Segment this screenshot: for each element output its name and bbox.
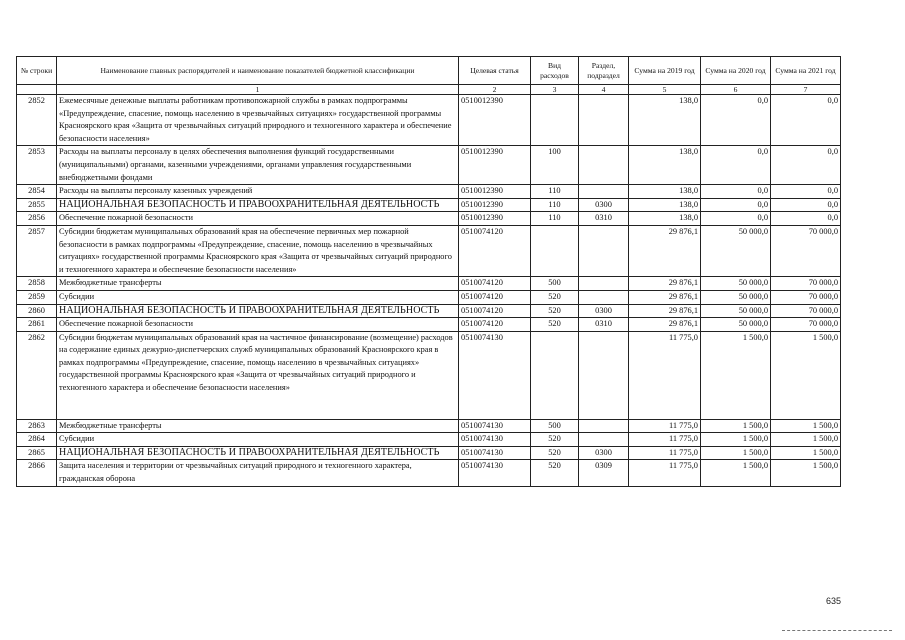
target-article: 0510012390	[459, 185, 531, 199]
sum-2020: 50 000,0	[701, 277, 771, 291]
sum-2021: 0,0	[771, 95, 841, 146]
table-row	[17, 185, 841, 199]
sum-2020: 50 000,0	[701, 304, 771, 318]
section-code	[579, 146, 629, 185]
row-name: НАЦИОНАЛЬНАЯ БЕЗОПАСНОСТЬ И ПРАВООХРАНИТЕЛЬНАЯ ДЕЯТЕЛЬНОСТЬ	[57, 304, 459, 318]
expense-type	[531, 95, 579, 146]
target-article: 0510074120	[459, 290, 531, 304]
sum-2020: 0,0	[701, 95, 771, 146]
target-article: 0510074130	[459, 446, 531, 460]
section-code: 0309	[579, 460, 629, 486]
section-code: 0300	[579, 446, 629, 460]
sum-2021: 70 000,0	[771, 318, 841, 332]
sum-2019: 11 775,0	[629, 331, 701, 419]
table-row	[17, 198, 841, 212]
header-target-article: Целевая статья	[459, 57, 531, 85]
row-name: Ежемесячные денежные выплаты работникам противопожарной службы в рамках подпрограммы «Предупреждение, спасение, помощь населению в чрезвычайных ситуациях» государственной программы Красноярского края «Защита от чрезвычайных ситуаций природного и техногенного характера и обеспечение безопасности населения»	[57, 95, 459, 146]
page-number: 635	[826, 596, 842, 606]
expense-type: 500	[531, 277, 579, 291]
row-name: НАЦИОНАЛЬНАЯ БЕЗОПАСНОСТЬ И ПРАВООХРАНИТЕЛЬНАЯ ДЕЯТЕЛЬНОСТЬ	[57, 446, 459, 460]
section-code: 0300	[579, 198, 629, 212]
table-row	[17, 331, 841, 419]
column-index: 4	[579, 85, 629, 95]
target-article: 0510074130	[459, 433, 531, 447]
table-row	[17, 95, 841, 146]
expense-type	[531, 225, 579, 276]
table-row	[17, 290, 841, 304]
expense-type: 520	[531, 446, 579, 460]
expense-type	[531, 331, 579, 419]
row-number: 2852	[17, 95, 57, 146]
row-name: Защита населения и территории от чрезвычайных ситуаций природного и техногенного характера, гражданская оборона	[57, 460, 459, 486]
row-number: 2864	[17, 433, 57, 447]
column-index: 1	[57, 85, 459, 95]
row-number: 2856	[17, 212, 57, 226]
section-code: 0300	[579, 304, 629, 318]
row-number: 2860	[17, 304, 57, 318]
expense-type: 110	[531, 198, 579, 212]
sum-2021: 1 500,0	[771, 419, 841, 433]
target-article: 0510074130	[459, 419, 531, 433]
row-number: 2854	[17, 185, 57, 199]
target-article: 0510074120	[459, 277, 531, 291]
sum-2020: 1 500,0	[701, 419, 771, 433]
target-article: 0510074120	[459, 304, 531, 318]
sum-2021: 1 500,0	[771, 460, 841, 486]
sum-2019: 138,0	[629, 95, 701, 146]
sum-2021: 70 000,0	[771, 290, 841, 304]
row-name: Субсидии	[57, 290, 459, 304]
sum-2020: 1 500,0	[701, 331, 771, 419]
table-row	[17, 277, 841, 291]
sum-2021: 0,0	[771, 146, 841, 185]
target-article: 0510074130	[459, 331, 531, 419]
column-index: 3	[531, 85, 579, 95]
row-name: Расходы на выплаты персоналу казенных учреждений	[57, 185, 459, 199]
expense-type: 520	[531, 290, 579, 304]
sum-2021: 0,0	[771, 198, 841, 212]
sum-2020: 1 500,0	[701, 460, 771, 486]
target-article: 0510074130	[459, 460, 531, 486]
table-row	[17, 446, 841, 460]
header-expense-type: Вид расходов	[531, 57, 579, 85]
row-number: 2858	[17, 277, 57, 291]
sum-2021: 70 000,0	[771, 304, 841, 318]
section-code	[579, 433, 629, 447]
sum-2020: 50 000,0	[701, 225, 771, 276]
expense-type: 520	[531, 460, 579, 486]
sum-2020: 0,0	[701, 212, 771, 226]
section-code	[579, 95, 629, 146]
column-index: 2	[459, 85, 531, 95]
sum-2019: 11 775,0	[629, 433, 701, 447]
row-number: 2866	[17, 460, 57, 486]
row-name: Обеспечение пожарной безопасности	[57, 318, 459, 332]
sum-2019: 11 775,0	[629, 419, 701, 433]
sum-2021: 70 000,0	[771, 225, 841, 276]
table-row	[17, 225, 841, 276]
header-row-number: № строки	[17, 57, 57, 85]
sum-2021: 1 500,0	[771, 331, 841, 419]
column-index: 7	[771, 85, 841, 95]
section-code	[579, 185, 629, 199]
target-article: 0510074120	[459, 225, 531, 276]
sum-2019: 138,0	[629, 198, 701, 212]
sum-2019: 29 876,1	[629, 290, 701, 304]
target-article: 0510012390	[459, 146, 531, 185]
sum-2019: 29 876,1	[629, 318, 701, 332]
row-name: Межбюджетные трансферты	[57, 419, 459, 433]
table-row	[17, 433, 841, 447]
section-code: 0310	[579, 212, 629, 226]
header-sum-2021: Сумма на 2021 год	[771, 57, 841, 85]
sum-2021: 0,0	[771, 185, 841, 199]
header-section: Раздел, подраздел	[579, 57, 629, 85]
sum-2020: 50 000,0	[701, 290, 771, 304]
section-code	[579, 331, 629, 419]
expense-type: 520	[531, 304, 579, 318]
budget-table	[16, 56, 841, 487]
section-code: 0310	[579, 318, 629, 332]
row-name: Межбюджетные трансферты	[57, 277, 459, 291]
target-article: 0510074120	[459, 318, 531, 332]
expense-type: 100	[531, 146, 579, 185]
sum-2020: 1 500,0	[701, 433, 771, 447]
scan-edge-line	[782, 630, 892, 631]
sum-2021: 0,0	[771, 212, 841, 226]
sum-2020: 50 000,0	[701, 318, 771, 332]
section-code	[579, 290, 629, 304]
expense-type: 520	[531, 433, 579, 447]
row-name: Субсидии	[57, 433, 459, 447]
row-name: Субсидии бюджетам муниципальных образований края на частичное финансирование (возмещение) расходов на содержание единых дежурно-диспетчерских служб муниципальных образований Красноярского края в рамках подпрограммы «Предупреждение, спасение, помощь населению в чрезвычайных ситуациях» государственной программы Красноярского края «Защита от чрезвычайных ситуаций природного и техногенного характера и обеспечение безопасности населения»	[57, 331, 459, 419]
expense-type: 110	[531, 212, 579, 226]
row-number: 2859	[17, 290, 57, 304]
sum-2021: 70 000,0	[771, 277, 841, 291]
row-number: 2865	[17, 446, 57, 460]
section-code	[579, 225, 629, 276]
row-number: 2853	[17, 146, 57, 185]
expense-type: 110	[531, 185, 579, 199]
sum-2019: 11 775,0	[629, 446, 701, 460]
header-sum-2020: Сумма на 2020 год	[701, 57, 771, 85]
table-row	[17, 318, 841, 332]
sum-2019: 29 876,1	[629, 225, 701, 276]
sum-2019: 11 775,0	[629, 460, 701, 486]
column-index	[17, 85, 57, 95]
expense-type: 500	[531, 419, 579, 433]
row-name: НАЦИОНАЛЬНАЯ БЕЗОПАСНОСТЬ И ПРАВООХРАНИТЕЛЬНАЯ ДЕЯТЕЛЬНОСТЬ	[57, 198, 459, 212]
target-article: 0510012390	[459, 198, 531, 212]
target-article: 0510012390	[459, 212, 531, 226]
target-article: 0510012390	[459, 95, 531, 146]
sum-2021: 1 500,0	[771, 446, 841, 460]
header-sum-2019: Сумма на 2019 год	[629, 57, 701, 85]
sum-2019: 138,0	[629, 146, 701, 185]
sum-2020: 0,0	[701, 146, 771, 185]
sum-2019: 29 876,1	[629, 304, 701, 318]
column-index: 5	[629, 85, 701, 95]
row-number: 2862	[17, 331, 57, 419]
row-number: 2855	[17, 198, 57, 212]
table-row	[17, 460, 841, 486]
column-index-row	[17, 85, 841, 95]
table-row	[17, 146, 841, 185]
row-number: 2863	[17, 419, 57, 433]
sum-2020: 1 500,0	[701, 446, 771, 460]
column-index: 6	[701, 85, 771, 95]
row-name: Расходы на выплаты персоналу в целях обеспечения выполнения функций государственными (муниципальными) органами, казенными учреждениями, органами управления государственными внебюджетными фондами	[57, 146, 459, 185]
section-code	[579, 419, 629, 433]
sum-2021: 1 500,0	[771, 433, 841, 447]
sum-2019: 138,0	[629, 185, 701, 199]
header-row	[17, 57, 841, 85]
table-row	[17, 304, 841, 318]
row-number: 2861	[17, 318, 57, 332]
expense-type: 520	[531, 318, 579, 332]
row-name: Субсидии бюджетам муниципальных образований края на обеспечение первичных мер пожарной безопасности в рамках подпрограммы «Предупреждение, спасение, помощь населению в чрезвычайных ситуациях» государственной программы Красноярского края «Защита от чрезвычайных ситуаций природного и техногенного характера и обеспечение безопасности населения»	[57, 225, 459, 276]
sum-2020: 0,0	[701, 185, 771, 199]
header-name: Наименование главных распорядителей и наименование показателей бюджетной классификации	[57, 57, 459, 85]
sum-2020: 0,0	[701, 198, 771, 212]
row-number: 2857	[17, 225, 57, 276]
section-code	[579, 277, 629, 291]
table-row	[17, 419, 841, 433]
table-row	[17, 212, 841, 226]
sum-2019: 138,0	[629, 212, 701, 226]
row-name: Обеспечение пожарной безопасности	[57, 212, 459, 226]
sum-2019: 29 876,1	[629, 277, 701, 291]
